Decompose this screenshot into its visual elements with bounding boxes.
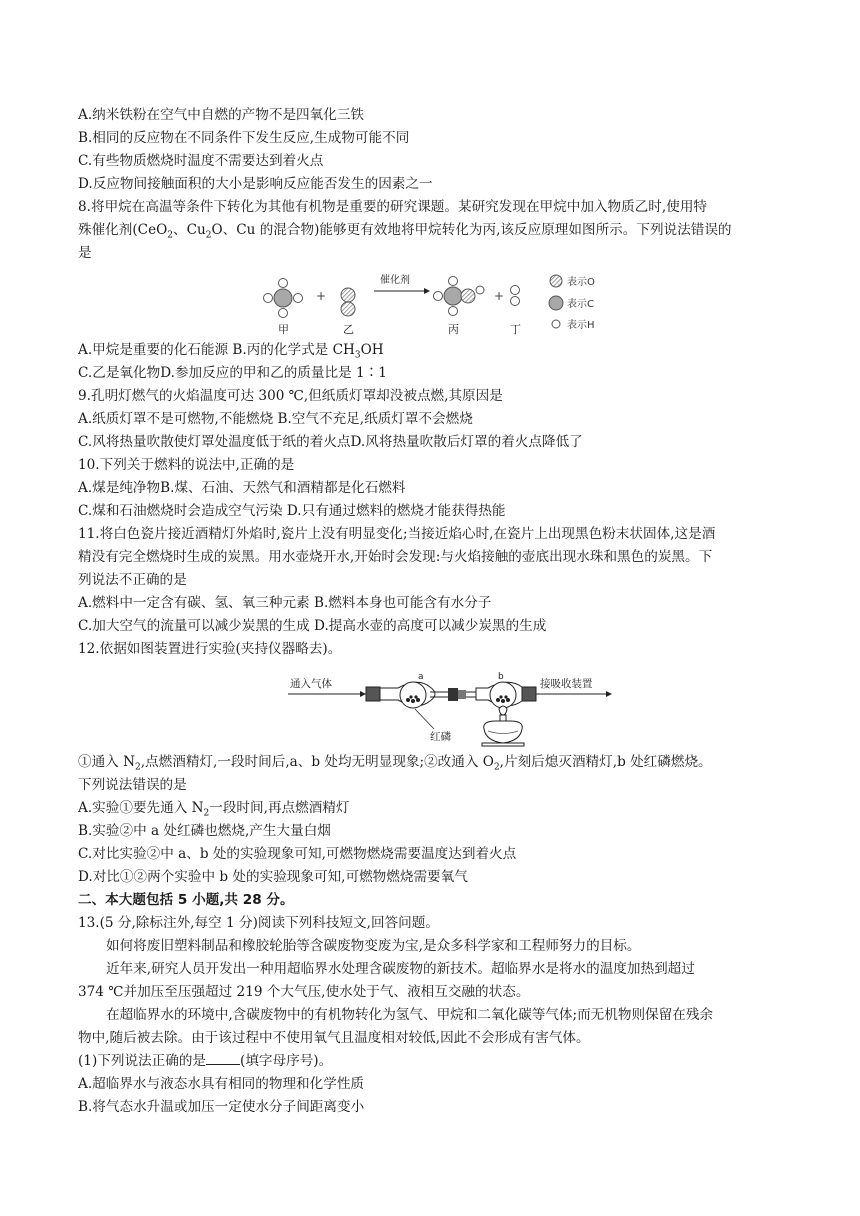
legend-o: 表示O: [567, 277, 595, 288]
q10-option-ab: A.煤是纯净物B.煤、石油、天然气和酒精都是化石燃料: [78, 480, 406, 496]
q7-option-d: D.反应物间接触面积的大小是影响反应能否发生的因素之一: [78, 176, 433, 192]
q12-description-line1: ①通入 $N_2$,点燃酒精灯,一段时间后,a、b 处均无明显现象;②改通入 $O_2$,片刻后熄灭酒精灯,b 处红磷燃烧。: [78, 754, 712, 773]
q13-paragraph-2-line1: 近年来,研究人员开发出一种用超临界水处理含碳废物的新技术。超临界水是将水的温度加热到超过: [106, 961, 695, 977]
outlet-label: 接吸收装置: [540, 678, 593, 690]
q11-stem-line3: 列说法不正确的是: [78, 572, 187, 588]
q8-stem-line1: 8.将甲烷在高温等条件下转化为其他有机物是重要的研究课题。某研究发现在甲烷中加入物质乙时,使用特: [78, 199, 708, 215]
q13-q1-suffix: (填字母序号)。: [240, 1053, 333, 1069]
inlet-label: 通入气体: [290, 678, 332, 690]
q8-option-a: A.甲烷是重要的化石能源 B.丙的化学式是 CH: [78, 342, 355, 358]
label-yi: 乙: [343, 323, 354, 336]
q8-option-b-tail: OH: [360, 342, 384, 358]
q12-option-b: B.实验②中 a 处红磷也燃烧,产生大量白烟: [78, 823, 331, 839]
label-ding: 丁: [510, 323, 521, 336]
tube-b: [476, 672, 536, 708]
q7-option-c: C.有些物质燃烧时温度不需要达到着火点: [78, 153, 324, 169]
plus-sign-1: +: [316, 289, 327, 303]
q12-apparatus-figure: [78, 667, 778, 749]
q12-option-a-head: A.实验①要先通入 N: [78, 800, 204, 816]
q13-option-b: B.将气态水升温或加压一定使水分子间距离变小: [78, 1099, 365, 1115]
answer-blank[interactable]: [206, 1050, 240, 1065]
q8-stem-2c: O、Cu 的混合物)能够更有效地将甲烷转化为丙,该反应原理如图所示。下列说法错误的: [211, 222, 732, 238]
q8-option-cd: C.乙是氧化物D.参加反应的甲和乙的质量比是 1∶1: [78, 365, 387, 381]
q12-option-a: A.实验①要先通入 $N_2$一段时间,再点燃酒精灯: [78, 800, 350, 819]
q12-option-a-tail: 一段时间,再点燃酒精灯: [209, 800, 350, 816]
label-b: b: [498, 672, 504, 682]
molecule-bing: [434, 277, 485, 316]
exam-page: [78, 104, 778, 1119]
q8-stem-2a: 殊催化剂(CeO: [78, 222, 168, 238]
reaction-arrow: [374, 273, 430, 294]
q9-stem: 9.孔明灯燃气的火焰温度可达 300 ℃,但纸质灯罩却没被点燃,其原因是: [78, 388, 503, 404]
q10-stem: 10.下列关于燃料的说法中,正确的是: [78, 457, 295, 473]
q12-option-c: C.对比实验②中 a、b 处的实验现象可知,可燃物燃烧需要温度达到着火点: [78, 846, 517, 862]
q7-option-a: A.纳米铁粉在空气中自燃的产物不是四氧化三铁: [78, 107, 365, 123]
q13-stem: 13.(5 分,除标注外,每空 1 分)阅读下列科技短文,回答问题。: [78, 915, 439, 931]
q10-option-cd: C.煤和石油燃烧时会造成空气污染 D.只有通过燃料的燃烧才能获得热能: [78, 503, 506, 519]
label-a: a: [418, 672, 424, 682]
q13-paragraph-3-line2: 物中,随后被去除。由于该过程中不使用氧气且温度相对较低,因此不会形成有害气体。: [78, 1030, 590, 1046]
q12-stem: 12.依据如图装置进行实验(夹持仪器略去)。: [78, 641, 342, 657]
label-bing: 丙: [448, 323, 459, 336]
legend-c: 表示C: [567, 299, 594, 310]
q12-description-line2: 下列说法错误的是: [78, 777, 187, 793]
q12-desc-1b: ,点燃酒精灯,一段时间后,a、b 处均无明显现象;②改通入 O: [140, 754, 494, 770]
q11-stem-line2: 精没有完全燃烧时生成的炭黑。用水壶烧开水,开始时会发现:与火焰接触的壶底出现水珠和黑色的炭黑。下: [78, 549, 713, 565]
connector: [430, 688, 476, 701]
q11-stem-line1: 11.将白色瓷片接近酒精灯外焰时,瓷片上没有明显变化;当接近焰心时,在瓷片上出现黑色粉末状固体,这是酒: [78, 526, 716, 542]
phosphorus-label: 红磷: [430, 731, 451, 743]
q7-option-b: B.相同的反应物在不同条件下发生反应,生成物可能不同: [78, 130, 410, 146]
q12-option-d: D.对比①②两个实验中 b 处的实验现象可知,可燃物燃烧需要氧气: [78, 869, 468, 885]
q13-q1-prefix: (1)下列说法正确的是: [78, 1053, 207, 1069]
q13-paragraph-3-line1: 在超临界水的环境中,含碳废物中的有机物转化为氢气、甲烷和二氧化碳等气体;而无机物则保留在残余: [106, 1007, 714, 1023]
catalyst-label: 催化剂: [380, 275, 410, 286]
q13-paragraph-1: 如何将废旧塑料制品和橡胶轮胎等含碳废物变废为宝,是众多科学家和工程师努力的目标。: [106, 938, 641, 954]
label-jia: 甲: [278, 323, 289, 336]
q9-option-ab: A.纸质灯罩不是可燃物,不能燃烧 B.空气不充足,纸质灯罩不会燃烧: [78, 411, 473, 427]
plus-sign-2: +: [494, 289, 505, 303]
q8-stem-line2: 殊催化剂(CeO$_2$、$Cu_2O$、Cu 的混合物)能够更有效地将甲烷转化为丙,该反应原理如图所示。下列说法错误的: [78, 222, 732, 241]
apparatus-diagram: [78, 667, 778, 749]
q11-option-cd: C.加大空气的流量可以减少炭黑的生成 D.提高水壶的高度可以减少炭黑的生成: [78, 618, 547, 634]
molecule-ding: [511, 286, 520, 306]
tube-a: [366, 672, 435, 708]
molecule-diagram: [78, 269, 778, 339]
q8-option-ab: A.甲烷是重要的化石能源 B.丙的化学式是 $CH_3OH$: [78, 342, 384, 361]
q8-stem-line3: 是: [78, 245, 92, 261]
q12-desc-1c: ,片刻后熄灭酒精灯,b 处红磷燃烧。: [499, 754, 712, 770]
molecule-jia: [264, 279, 303, 318]
section-2-heading: 二、本大题包括 5 小题,共 28 分。: [78, 892, 294, 908]
q9-option-cd: C.风将热量吹散使灯罩处温度低于纸的着火点D.风将热量吹散后灯罩的着火点降低了: [78, 434, 583, 450]
inlet-arrow: [360, 691, 366, 697]
legend-h: 表示H: [567, 320, 595, 331]
molecule-yi: [341, 288, 355, 316]
q13-paragraph-2-line2: 374 ℃并加压至压强超过 219 个大气压,使水处于气、液相互交融的状态。: [78, 984, 530, 1000]
q8-stem-2b: 、Cu: [173, 222, 206, 238]
q11-option-ab: A.燃料中一定含有碳、氢、氧三种元素 B.燃料本身也可能含有水分子: [78, 595, 492, 611]
q12-desc-1a: ①通入 N: [78, 754, 135, 770]
outlet-arrow: [606, 691, 612, 697]
legend: [549, 275, 595, 331]
alcohol-lamp: [482, 706, 524, 746]
q13-sub-question-1: [78, 1050, 778, 1073]
q13-option-a: A.超临界水与液态水具有相同的物理和化学性质: [78, 1076, 365, 1092]
q8-reaction-figure: [78, 269, 778, 339]
